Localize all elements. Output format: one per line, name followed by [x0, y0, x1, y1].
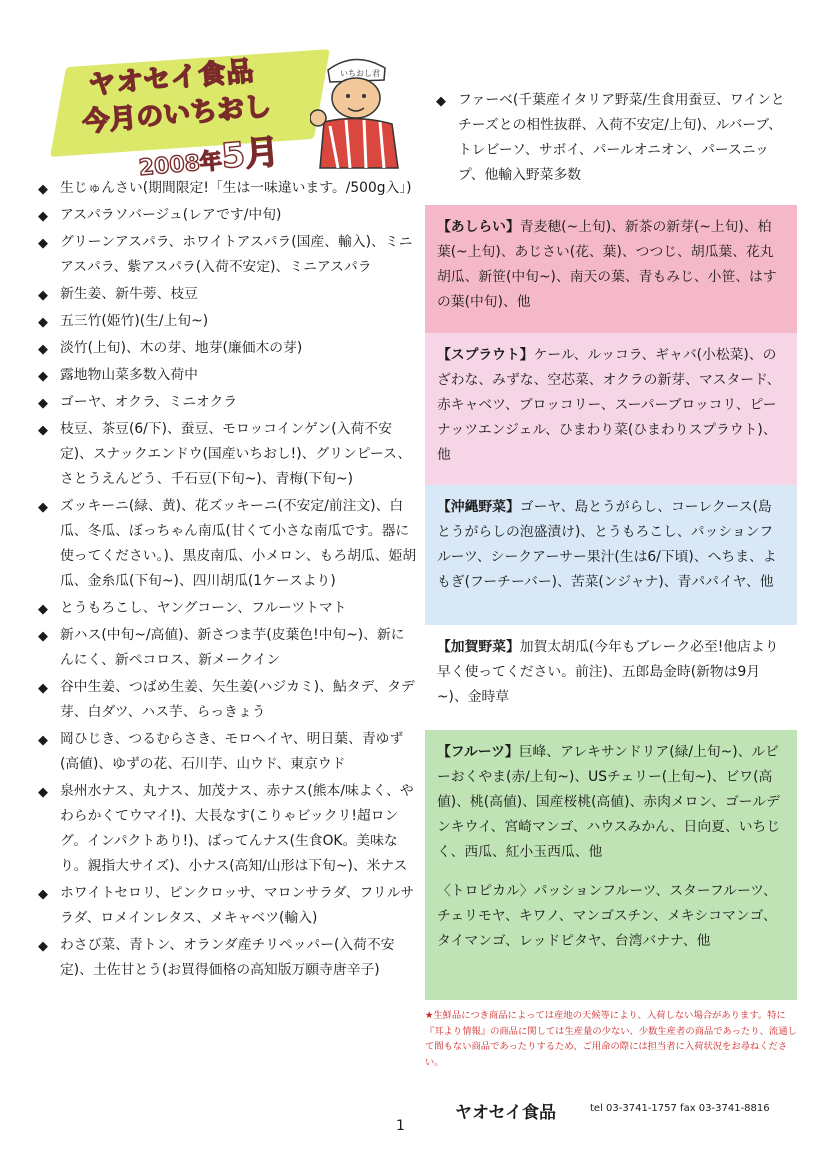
bullet-diamond-icon: ◆ — [38, 629, 48, 644]
list-item — [38, 309, 418, 334]
box-heading: 【スプラウト】 — [437, 347, 534, 363]
box-body-tropical: 〈トロピカル〉パッションフルーツ、スターフルーツ、チェリモヤ、キワノ、マンゴスチン、メキシコマンゴ、タイマンゴ、レッドピタヤ、台湾バナナ、他 — [437, 883, 777, 949]
list-item — [38, 363, 418, 388]
list-item-text: 淡竹(上旬)、木の芽、地芽(廉価木の芽) — [60, 340, 303, 356]
box-heading: 【フルーツ】 — [437, 744, 519, 760]
bullet-diamond-icon: ◆ — [38, 369, 48, 384]
right-top-item — [436, 88, 786, 190]
bullet-diamond-icon: ◆ — [38, 236, 48, 251]
list-item — [38, 203, 418, 228]
box-body: 青麦穂(~上旬)、新茶の新芽(~上旬)、柏葉(~上旬)、あじさい(花、葉)、つつじ、胡瓜葉、花丸胡瓜、新笹(中旬~)、南天の葉、青もみじ、小笹、はすの葉(中旬)、他 — [437, 219, 777, 310]
list-item — [38, 176, 418, 201]
box-body: ケール、ルッコラ、ギャバ(小松菜)、のざわな、みずな、空芯菜、オクラの新芽、マスタード、赤キャベツ、ブロッコリー、スーパーブロッコリ、ピーナッツエンジェル、ひまわり菜(ひまわりスプラウト)、他 — [437, 347, 781, 463]
list-item-text: ゴーヤ、オクラ、ミニオクラ — [60, 394, 238, 410]
bullet-diamond-icon: ◆ — [38, 681, 48, 696]
box-heading: 【あしらい】 — [437, 219, 520, 235]
list-item — [38, 417, 418, 492]
list-item-text: とうもろこし、ヤングコーン、フルーツトマト — [60, 600, 347, 616]
list-item — [38, 675, 418, 725]
disclaimer-note: ★生鮮品につき商品によっては産地の天候等により、入荷しない場合があります。特に『耳より情報』の商品に関しては生産量の少ない、少数生産者の商品であったり、流通して間もない商品であったりするため、ご用命の際には担当者に入荷状況をお尋ねください。 — [425, 1010, 797, 1068]
bullet-diamond-icon: ◆ — [38, 500, 48, 515]
mascot-illustration — [310, 40, 400, 170]
bullet-diamond-icon: ◆ — [436, 94, 446, 109]
list-item-text: 新生姜、新牛蒡、枝豆 — [60, 286, 198, 302]
list-item — [38, 494, 418, 594]
list-item — [38, 779, 418, 879]
list-item-text: 五三竹(姫竹)(生/上旬~) — [60, 313, 209, 329]
mascot-hat-text: いちおし君 — [340, 69, 380, 78]
header-company: ヤオセイ食品 — [87, 55, 256, 102]
list-item-text: ファーベ(千葉産イタリア野菜/生食用蚕豆、ワインとチーズとの相性抜群、入荷不安定/上旬)、ルバーブ、トレビーソ、サボイ、パールオニオン、パースニップ、他輸入野菜多数 — [458, 92, 785, 183]
bullet-diamond-icon: ◆ — [38, 288, 48, 303]
box-sprout — [425, 333, 797, 485]
bullet-diamond-icon: ◆ — [38, 342, 48, 357]
box-body: ゴーヤ、島とうがらし、コーレクース(島とうがらしの泡盛漬け)、とうもろこし、パッションフルーツ、シークアーサー果汁(生は6/下頃)、へちま、よもぎ(フーチーバー)、苦菜(ンジャナ)、青パパイヤ、他 — [437, 499, 777, 590]
list-item — [38, 623, 418, 673]
header-subtitle: 今月のいちおし — [81, 90, 273, 139]
list-item — [38, 282, 418, 307]
list-item-text: グリーンアスパラ、ホワイトアスパラ(国産、輸入)、ミニアスパラ、紫アスパラ(入荷不安定)、ミニアスパラ — [60, 234, 413, 275]
box-okinawa — [425, 485, 797, 625]
footer-contact: tel 03-3741-1757 fax 03-3741-8816 — [590, 1103, 770, 1114]
list-item — [38, 933, 418, 983]
box-ashirai — [425, 205, 797, 333]
list-item — [38, 230, 418, 280]
list-item-text: 新ハス(中旬~/高値)、新さつま芋(皮葉色!中旬~)、新にんにく、新ペコロス、新メークイン — [60, 627, 405, 668]
bullet-diamond-icon: ◆ — [38, 423, 48, 438]
bullet-diamond-icon: ◆ — [38, 182, 48, 197]
list-item — [38, 727, 418, 777]
box-fruits — [425, 730, 797, 1000]
list-item-text: 露地物山菜多数入荷中 — [60, 367, 198, 383]
header-date: 2008年5月 — [137, 131, 281, 182]
list-item-text: わさび菜、青トン、オランダ産チリペッパー(入荷不安定)、土佐甘とう(お買得価格の高知版万願寺唐辛子) — [60, 937, 395, 978]
bullet-diamond-icon: ◆ — [38, 733, 48, 748]
box-body: 巨峰、アレキサンドリア(緑/上旬~)、ルビーおくやま(赤/上旬~)、USチェリー(上旬~)、ビワ(高値)、桃(高値)、国産桜桃(高値)、赤肉メロン、ゴールデンキウイ、宮崎マンゴ、ハウスみかん、日向夏、いちじく、西瓜、紅小玉西瓜、他 — [437, 744, 781, 860]
box-kaga — [425, 625, 797, 730]
bullet-diamond-icon: ◆ — [38, 209, 48, 224]
header-logo — [60, 40, 400, 180]
list-item — [38, 390, 418, 415]
list-item-text: アスパラソバージュ(レアです/中旬) — [60, 207, 282, 223]
list-item — [38, 596, 418, 621]
list-item — [38, 881, 418, 931]
list-item — [436, 88, 786, 188]
bullet-diamond-icon: ◆ — [38, 602, 48, 617]
box-body: 加賀太胡瓜(今年もブレーク必至!他店より早く使ってください。前注)、五郎島金時(新物は9月~)、金時草 — [437, 639, 779, 705]
page-number: 1 — [396, 1118, 405, 1134]
box-heading: 【加賀野菜】 — [437, 639, 520, 655]
box-heading: 【沖縄野菜】 — [437, 499, 520, 515]
left-item-list — [38, 176, 418, 985]
list-item-text: 枝豆、茶豆(6/下)、蚕豆、モロッコインゲン(入荷不安定)、スナックエンドウ(国産いちおし!)、グリンピース、さとうえんどう、千石豆(下旬~)、青梅(下旬~) — [60, 421, 412, 487]
list-item-text: ズッキーニ(緑、黄)、花ズッキーニ(不安定/前注文)、白瓜、冬瓜、ぼっちゃん南瓜(甘くて小さな南瓜です。器に使ってください。)、黒皮南瓜、小メロン、もろ胡瓜、姫胡瓜、金糸瓜(下旬~)、四川胡瓜(1ケースより) — [60, 498, 417, 589]
list-item-text: 泉州水ナス、丸ナス、加茂ナス、赤ナス(熊本/味よく、やわらかくてウマイ!)、大長なす(こりゃビックリ!超ロング。インパクトあり!)、ばってんナス(生食OK。美味なり。親指大サイズ)、小ナス(高知/山形は下旬~)、米ナス — [60, 783, 414, 874]
bullet-diamond-icon: ◆ — [38, 396, 48, 411]
list-item-text: 岡ひじき、つるむらさき、モロヘイヤ、明日葉、青ゆず(高値)、ゆずの花、石川芋、山ウド、東京ウド — [60, 731, 404, 772]
bullet-diamond-icon: ◆ — [38, 887, 48, 902]
list-item — [38, 336, 418, 361]
list-item-text: 生じゅんさい(期間限定!「生は一味違います。/500g入」) — [60, 180, 412, 196]
bullet-diamond-icon: ◆ — [38, 315, 48, 330]
bullet-diamond-icon: ◆ — [38, 939, 48, 954]
footer-company: ヤオセイ食品 — [455, 1103, 556, 1123]
list-item-text: 谷中生姜、つばめ生姜、矢生姜(ハジカミ)、鮎タデ、タデ芽、白ダツ、ハス芋、らっきょう — [60, 679, 415, 720]
bullet-diamond-icon: ◆ — [38, 785, 48, 800]
list-item-text: ホワイトセロリ、ピンクロッサ、マロンサラダ、フリルサラダ、ロメインレタス、メキャベツ(輸入) — [60, 885, 415, 926]
